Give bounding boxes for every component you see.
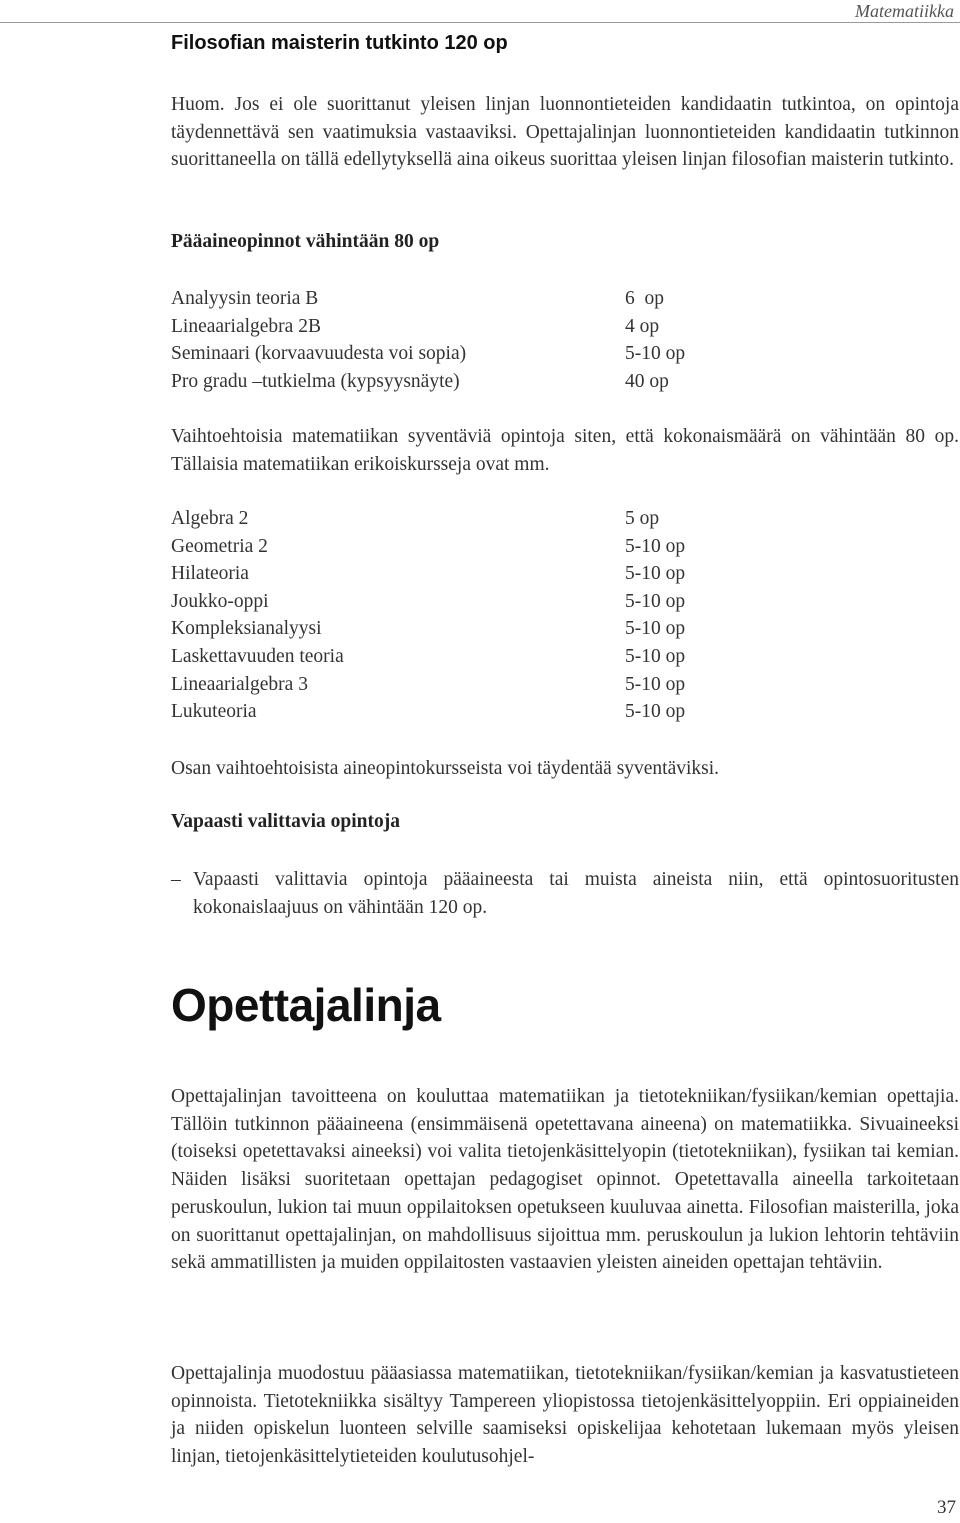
course-credits: 5-10 op [625, 618, 686, 640]
course-row [171, 285, 771, 313]
course-credits: 5-10 op [625, 343, 686, 365]
course-name: Lineaarialgebra 3 [171, 673, 308, 695]
course-credits: 5 op [625, 508, 660, 529]
course-name: Hilateoria [171, 563, 249, 585]
course-credits: 5-10 op [625, 645, 686, 667]
course-row [171, 671, 771, 699]
course-name: Lukuteoria [171, 701, 257, 723]
course-row [171, 368, 771, 396]
course-name: Lineaarialgebra 2B [171, 315, 321, 337]
optional-studies-paragraph: Vaihtoehtoisia matematiikan syventäviä opintoja siten, että kokonaismäärä on vähintään 80 op. Tällaisia matematiikan erikoiskursseja ovat mm. [171, 426, 959, 475]
course-row [171, 340, 771, 368]
free-studies-heading: Vapaasti valittavia opintoja [171, 811, 400, 832]
course-credits: 5-10 op [625, 563, 686, 585]
course-row [171, 533, 771, 561]
course-row [171, 615, 771, 643]
course-row [171, 560, 771, 588]
running-head: Matematiikka [855, 1, 954, 21]
chapter-title: Opettajalinja [171, 979, 441, 1031]
supplement-paragraph: Osan vaihtoehtoisista aineopintokursseista voi täydentää syventäviksi. [171, 758, 720, 779]
free-studies-item [171, 866, 959, 921]
course-name: Joukko-oppi [171, 590, 269, 612]
major-course-list [171, 285, 771, 395]
course-name: Seminaari (korvaavuudesta voi sopia) [171, 343, 467, 365]
course-credits: 40 op [625, 370, 669, 392]
course-credits: 5-10 op [625, 535, 686, 557]
course-credits: 4 op [625, 315, 660, 337]
course-row [171, 588, 771, 616]
course-row [171, 643, 771, 671]
course-name: Kompleksianalyysi [171, 618, 322, 640]
page-number: 37 [937, 1497, 956, 1518]
course-name: Geometria 2 [171, 535, 268, 557]
free-studies-text: Vapaasti valittavia opintoja pääaineesta tai muista aineista niin, että opintosuoritusten kokonaislaajuus on vähintään 120 op. [193, 869, 959, 918]
chapter-paragraph-2: Opettajalinja muodostuu pääasiassa matematiikan, tietotekniikan/fysiikan/kemian ja kasvatustieteen opinnoista. Tietotekniikka sisältyy Tampereen yliopistossa tietojenkäsittelyoppiin. Eri oppiaineiden ja niiden opiskelun luonteen selville saamiseksi opiskelijaa kehotetaan lukemaan myös yleisen linjan, tietojenkäsittelytieteiden koulutusohjel- [171, 1363, 959, 1468]
major-studies-heading: Pääaineopinnot vähintään 80 op [171, 231, 440, 252]
header-rule [0, 22, 960, 23]
chapter-paragraph-1: Opettajalinjan tavoitteena on kouluttaa matematiikan ja tietotekniikan/fysiikan/kemian opettajia. Tällöin tutkinnon pääaineena (ensimmäisenä opetettavana aineena) on matematiikka. Sivuaineeksi (toiseksi opetettavaksi aineeksi) voi valita tietojenkäsittelyopin (tietotekniikan), fysiikan tai kemian. Näiden lisäksi suoritetaan opettajan pedagogiset opinnot. Opetettavalla aineella tarkoitetaan peruskoulun, lukion tai muun oppilaitoksen opetukseen kuuluvaa ainetta. Filosofian maisterilla, joka on suorittanut opettajalinjan, on mahdollisuus sijoittua mm. peruskoulun ja lukion lehtorin tehtäviin sekä ammatillisten ja muiden oppilaitosten vastaavien yleisten aineiden opettajan tehtäviin. [171, 1086, 959, 1274]
course-credits: 5-10 op [625, 590, 686, 612]
course-row [171, 505, 771, 533]
course-name: Algebra 2 [171, 508, 249, 529]
course-row [171, 698, 771, 726]
course-credits: 5-10 op [625, 673, 686, 695]
course-name: Laskettavuuden teoria [171, 645, 344, 667]
section-title: Filosofian maisterin tutkinto 120 op [171, 32, 508, 54]
course-name: Pro gradu –tutkielma (kypsyysnäyte) [171, 370, 460, 392]
course-credits: 5-10 op [625, 701, 686, 723]
course-row [171, 313, 771, 341]
dash-bullet: – [171, 869, 181, 890]
course-credits: 6 op [625, 288, 664, 309]
optional-course-list [171, 505, 771, 726]
note-paragraph: Huom. Jos ei ole suorittanut yleisen linjan luonnontieteiden kandidaatin tutkintoa, on opintoja täydennettävä sen vaatimuksia vastaaviksi. Opettajalinjan luonnontieteiden kandidaatin tutkinnon suorittaneella on tällä edellytyksellä aina oikeus suorittaa yleisen linjan filosofian maisterin tutkinto. [171, 94, 959, 171]
course-name: Analyysin teoria B [171, 288, 319, 309]
